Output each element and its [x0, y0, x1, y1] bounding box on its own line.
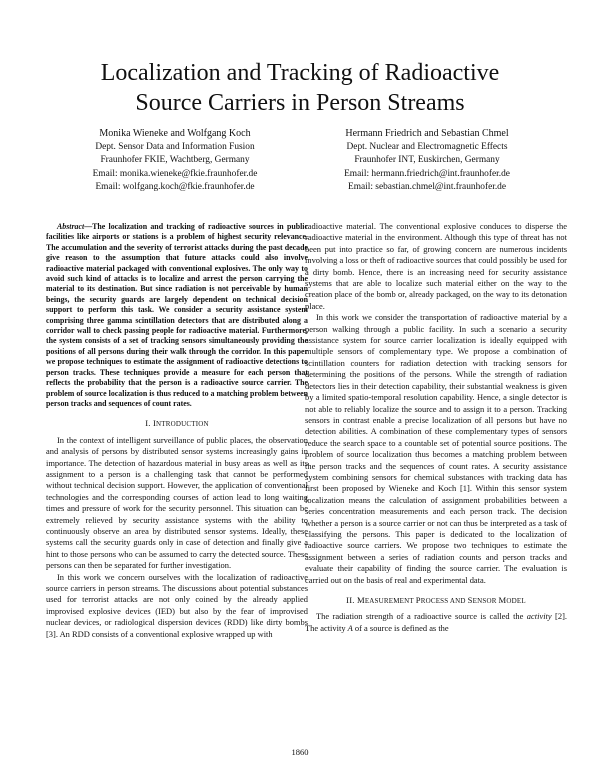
author-email: Email: hermann.friedrich@int.fraunhofer.de — [344, 168, 510, 179]
author-org: Fraunhofer INT, Euskirchen, Germany — [354, 155, 500, 165]
abstract-label: Abstract — [57, 222, 85, 231]
paragraph: In this work we concern ourselves with the localization of radioactive source carriers in person streams. The discussions about potential substances used for terrorist attacks are not only coined by the already applied improvised explosive devices (IED) but also by the fear of improvised nuclear devices, or radiological dispersion devices (RDD) like dirty bombs [3]. An RDD consists of a conventional explosive wrapped up with — [46, 571, 308, 639]
title-line-2: Source Carriers in Person Streams — [135, 90, 465, 116]
paragraph: radioactive material. The conventional explosive conduces to disperse the radioactive material in the environment. Although this type of threat has not been put into practice so far, of growing concern are numerous incidents involving a loss or theft of radioactive sources that could possibly be used for a dirty bomb. Hence, there is an increasing need for security assistance systems that are able to localize such material either on the way to the creation place of the bomb or, already packaged, on the way to its detonation place. — [305, 221, 567, 311]
paragraph: In the context of intelligent surveillance of public places, the observation and analysis of persons by distributed sensor systems increasingly gains in importance. The detection of hazardous material in busy areas as well as its assignment to a person is a challenging task that cannot be performed without technical decision support. However, the application of conventional technologies and the corresponding courses of action lead to long waiting times and pressure of work for the security personnel. This situation can be extremely relieved by security assistance systems with the ability to continuously observe an area by distributed sensor systems. Ideally, these systems call the security guards only in case of detection and finally give a hint to those persons who can be assumed to carry the detected source. These persons can then be separated for further investigation. — [46, 434, 308, 571]
right-column — [305, 221, 567, 634]
author-email: Email: wolfgang.koch@fkie.fraunhofer.de — [95, 182, 255, 192]
author-email: Email: monika.wieneke@fkie.fraunhofer.de — [92, 168, 258, 179]
author-dept: Dept. Sensor Data and Information Fusion — [95, 141, 255, 152]
author-names: Monika Wieneke and Wolfgang Koch — [99, 128, 251, 139]
abstract-text: —The localization and tracking of radioactive sources in public facilities like airports or stations is a problem of highest security relevance. The accumulation and the severity of terrorist attacks during the past decade give reason to the assumption that future attacks could also involve radioactive material packaged with conventional explosives. The only way to avoid such kind of attacks is to localize and arrest the person carrying the material to its destination. But since radiation is not perceivable by human beings, the security guards are largely dependent on technical decision support to perform this task. We consider a security assistance system comprising three gamma scintillation detectors that are distributed along a corridor wall to check passing people for radioactive material. Furthermore, the system consists of a set of tracking sensors simultaneously providing the positions of all persons during their walk through the corridor. In this paper we propose techniques to estimate the assignment of radioactive detections to person tracks. These techniques provide a measure for each person that reflects the probability that the person is a radioactive source carrier. The problem of source localization is thus reduced to a matching problem between person tracks and sequences of count rates. — [46, 222, 308, 408]
author-email: Email: sebastian.chmel@int.fraunhofer.de — [347, 182, 507, 192]
author-names: Hermann Friedrich and Sebastian Chmel — [345, 128, 509, 139]
paper-title — [40, 58, 560, 118]
section-heading-measurement: II. MEASUREMENT PROCESS AND SENSOR MODEL — [346, 595, 526, 605]
paragraph: The radiation strength of a radioactive source is called the activity [2]. The activity A of a source is defined as the — [305, 611, 568, 633]
paragraph: In this work we consider the transportation of radioactive material by a person walking through a public facility. In such a scenario a security assistance system for source carrier localization is ideally equipped with multiple sensors of complementary type. We propose a combination of scintillation counters for radiation detection with tracking sensors for determining the positions of the persons. While the strength of radiation detectors lies in their detection capability, their substantial weakness is given by a limited spatio-temporal resolution capability. Hence, a single detector is not able to reliably localize the source and to assign it to a person. Tracking sensors in contrast enable a precise localization of all persons but have no detection abilities. A combination of these complementary types of sensors reduce the search space to a countable set of potential source positions. The problem of source localization thus becomes a matching problem between the person tracks and the sequences of count rates. A security assistance system combining sensors for chemical substances with tracking data has first been proposed by Wieneke and Koch [1]. Within this sensor system localization means the calculation of assignment probabilities between a series concentration measurements and each person track. The decision whether a person is a source carrier or not can thus be interpreted as a task of classifying the persons. This paper is dedicated to the localization of radioactive source carriers. We propose two techniques to estimate the assignment between a series of radiation counts and person tracks and evaluate their capability of finding the source carrier. The evaluation is carried out on the basis of real and experimental data. — [305, 312, 567, 585]
section-heading-introduction: I. INTRODUCTION — [145, 418, 209, 429]
author-dept: Dept. Nuclear and Electromagnetic Effects — [346, 141, 508, 152]
abstract — [46, 222, 308, 409]
author-block-left — [60, 127, 290, 195]
left-column — [46, 222, 308, 640]
title-line-1: Localization and Tracking of Radioactive — [100, 60, 500, 86]
page-number: 1860 — [291, 747, 309, 757]
author-block-right — [312, 127, 542, 195]
author-org: Fraunhofer FKIE, Wachtberg, Germany — [100, 155, 250, 165]
